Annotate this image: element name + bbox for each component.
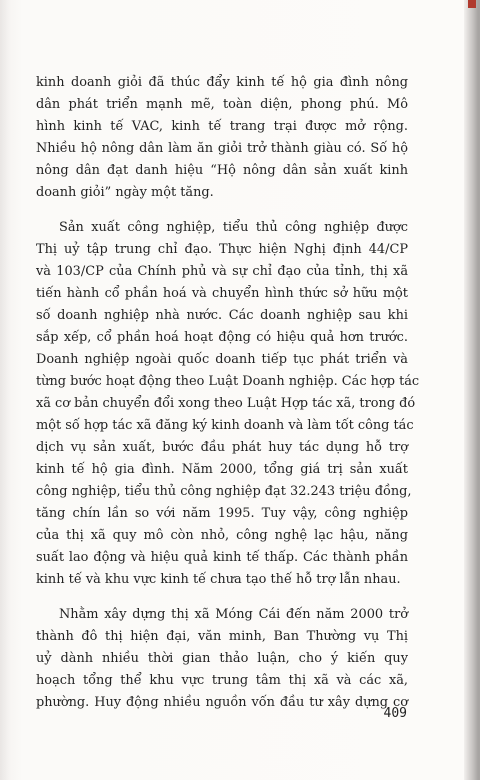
paragraph-2 [36, 217, 420, 591]
page-number: 409 [383, 706, 407, 721]
text-line: Doanh nghiệp ngoài quốc doanh tiếp tục phát triển và [36, 352, 408, 367]
page-body-text [36, 72, 420, 727]
text-line: uỷ dành nhiều thời gian thảo luận, cho ý kiến quy [36, 651, 408, 666]
text-line: công nghiệp, tiểu thủ công nghiệp đạt 32.243 triệu đồng, [36, 484, 412, 499]
text-line: kinh tế hộ gia đình. Năm 2000, tổng giá trị sản xuất [36, 462, 408, 477]
text-line: dân phát triển mạnh mẽ, toàn diện, phong phú. Mô [36, 97, 408, 112]
paragraph-1 [36, 72, 408, 204]
text-line: dịch vụ sản xuất, bước đầu phát huy tác dụng hỗ trợ [36, 440, 408, 455]
text-line: và 103/CP của Chính phủ và sự chỉ đạo của tỉnh, thị xã [36, 264, 408, 279]
text-line: kinh tế và khu vực kinh tế chưa tạo thế hỗ trợ lẫn nhau. [36, 572, 401, 587]
page-corner-mark [468, 0, 476, 8]
text-line: hình kinh tế VAC, kinh tế trang trại được mở rộng. [36, 119, 408, 134]
text-line: số doanh nghiệp nhà nước. Các doanh nghiệp sau khi [36, 308, 408, 323]
text-line: của thị xã quy mô còn nhỏ, công nghệ lạc hậu, năng [36, 528, 408, 543]
text-line: tăng chín lần so với năm 1995. Tuy vậy, công nghiệp [36, 506, 408, 521]
text-line: tiến hành cổ phần hoá và chuyển hình thức sở hữu một [36, 286, 408, 301]
text-line: hoạch tổng thể khu vực trung tâm thị xã và các xã, [36, 673, 408, 688]
text-line: kinh doanh giỏi đã thúc đẩy kinh tế hộ gia đình nông [36, 75, 408, 90]
text-line: Sản xuất công nghiệp, tiểu thủ công nghiệp được [59, 220, 408, 235]
text-line: suất lao động và hiệu quả kinh tế thấp. Các thành phần [36, 550, 408, 565]
text-line: thành đô thị hiện đại, văn minh, Ban Thường vụ Thị [36, 629, 408, 644]
text-line: Nhiều hộ nông dân làm ăn giỏi trở thành giàu có. Số hộ [36, 141, 408, 156]
text-line: Thị uỷ tập trung chỉ đạo. Thực hiện Nghị định 44/CP [36, 242, 408, 257]
text-line: Nhằm xây dựng thị xã Móng Cái đến năm 2000 trở [59, 607, 408, 622]
paragraph-3 [36, 604, 408, 714]
text-line: sắp xếp, cổ phần hoá hoạt động có hiệu quả hơn trước. [36, 330, 408, 345]
text-line: một số hợp tác xã đăng ký kinh doanh và làm tốt công tác [36, 418, 414, 433]
text-line: phường. Huy động nhiều nguồn vốn đầu tư xây dựng cơ [36, 695, 408, 710]
text-line: xã cơ bản chuyển đổi xong theo Luật Hợp tác xã, trong đó [36, 396, 416, 411]
text-line: nông dân đạt danh hiệu “Hộ nông dân sản xuất kinh [36, 163, 408, 178]
text-line: doanh giỏi” ngày một tăng. [36, 185, 214, 200]
text-line: từng bước hoạt động theo Luật Doanh nghiệp. Các hợp tác [36, 374, 420, 389]
page-edge-shadow [464, 0, 480, 780]
